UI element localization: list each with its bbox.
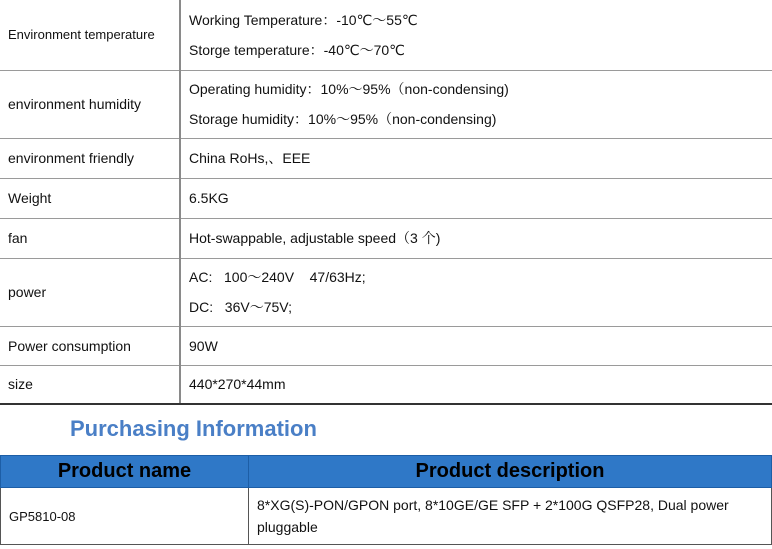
spec-row-fan bbox=[0, 218, 772, 258]
product-description-header: Product description bbox=[249, 456, 772, 488]
purchasing-header-row bbox=[1, 456, 772, 488]
spec-value: 440*270*44mm bbox=[180, 365, 772, 404]
spec-label: environment friendly bbox=[0, 138, 180, 178]
spec-value bbox=[180, 258, 772, 326]
spec-value-line: Storge temperature：-40℃～70℃ bbox=[189, 41, 405, 58]
spec-value: 6.5KG bbox=[180, 178, 772, 218]
spec-label: power bbox=[0, 258, 180, 326]
spec-row-power bbox=[0, 258, 772, 326]
product-name-cell: GP5810-08 bbox=[1, 488, 249, 545]
spec-label: Weight bbox=[0, 178, 180, 218]
product-name-header: Product name bbox=[1, 456, 249, 488]
spec-value bbox=[180, 0, 772, 70]
purchasing-information-heading: Purchasing Information bbox=[70, 416, 317, 441]
spec-value-line: DC: 36V～75V; bbox=[189, 299, 292, 315]
spec-row-size bbox=[0, 365, 772, 404]
spec-value: Hot-swappable, adjustable speed（3 个) bbox=[180, 218, 772, 258]
spec-value-line: Working Temperature：-10℃～55℃ bbox=[189, 11, 418, 28]
purchasing-table bbox=[0, 455, 772, 545]
product-description-cell: 8*XG(S)-PON/GPON port, 8*10GE/GE SFP + 2*100G QSFP28, Dual power pluggable bbox=[249, 488, 772, 545]
spec-value-line: Operating humidity：10%～95%（non-condensing) bbox=[189, 81, 509, 97]
spec-label: Power consumption bbox=[0, 326, 180, 365]
spec-value: 90W bbox=[180, 326, 772, 365]
spec-row-environment-friendly bbox=[0, 138, 772, 178]
spec-value-line: Storage humidity：10%～95%（non-condensing) bbox=[189, 111, 497, 127]
spec-value bbox=[180, 70, 772, 138]
spec-label: size bbox=[0, 365, 180, 404]
spec-value-line: AC: 100～240V 47/63Hz; bbox=[189, 269, 366, 285]
spec-row-power-consumption bbox=[0, 326, 772, 365]
spec-label: fan bbox=[0, 218, 180, 258]
spec-label: Environment temperature bbox=[0, 0, 180, 70]
spec-row-environment-humidity bbox=[0, 70, 772, 138]
spec-row-environment-temperature bbox=[0, 0, 772, 70]
table-row bbox=[1, 488, 772, 545]
spec-value: China RoHs,、EEE bbox=[180, 138, 772, 178]
spec-label: environment humidity bbox=[0, 70, 180, 138]
spec-row-weight bbox=[0, 178, 772, 218]
